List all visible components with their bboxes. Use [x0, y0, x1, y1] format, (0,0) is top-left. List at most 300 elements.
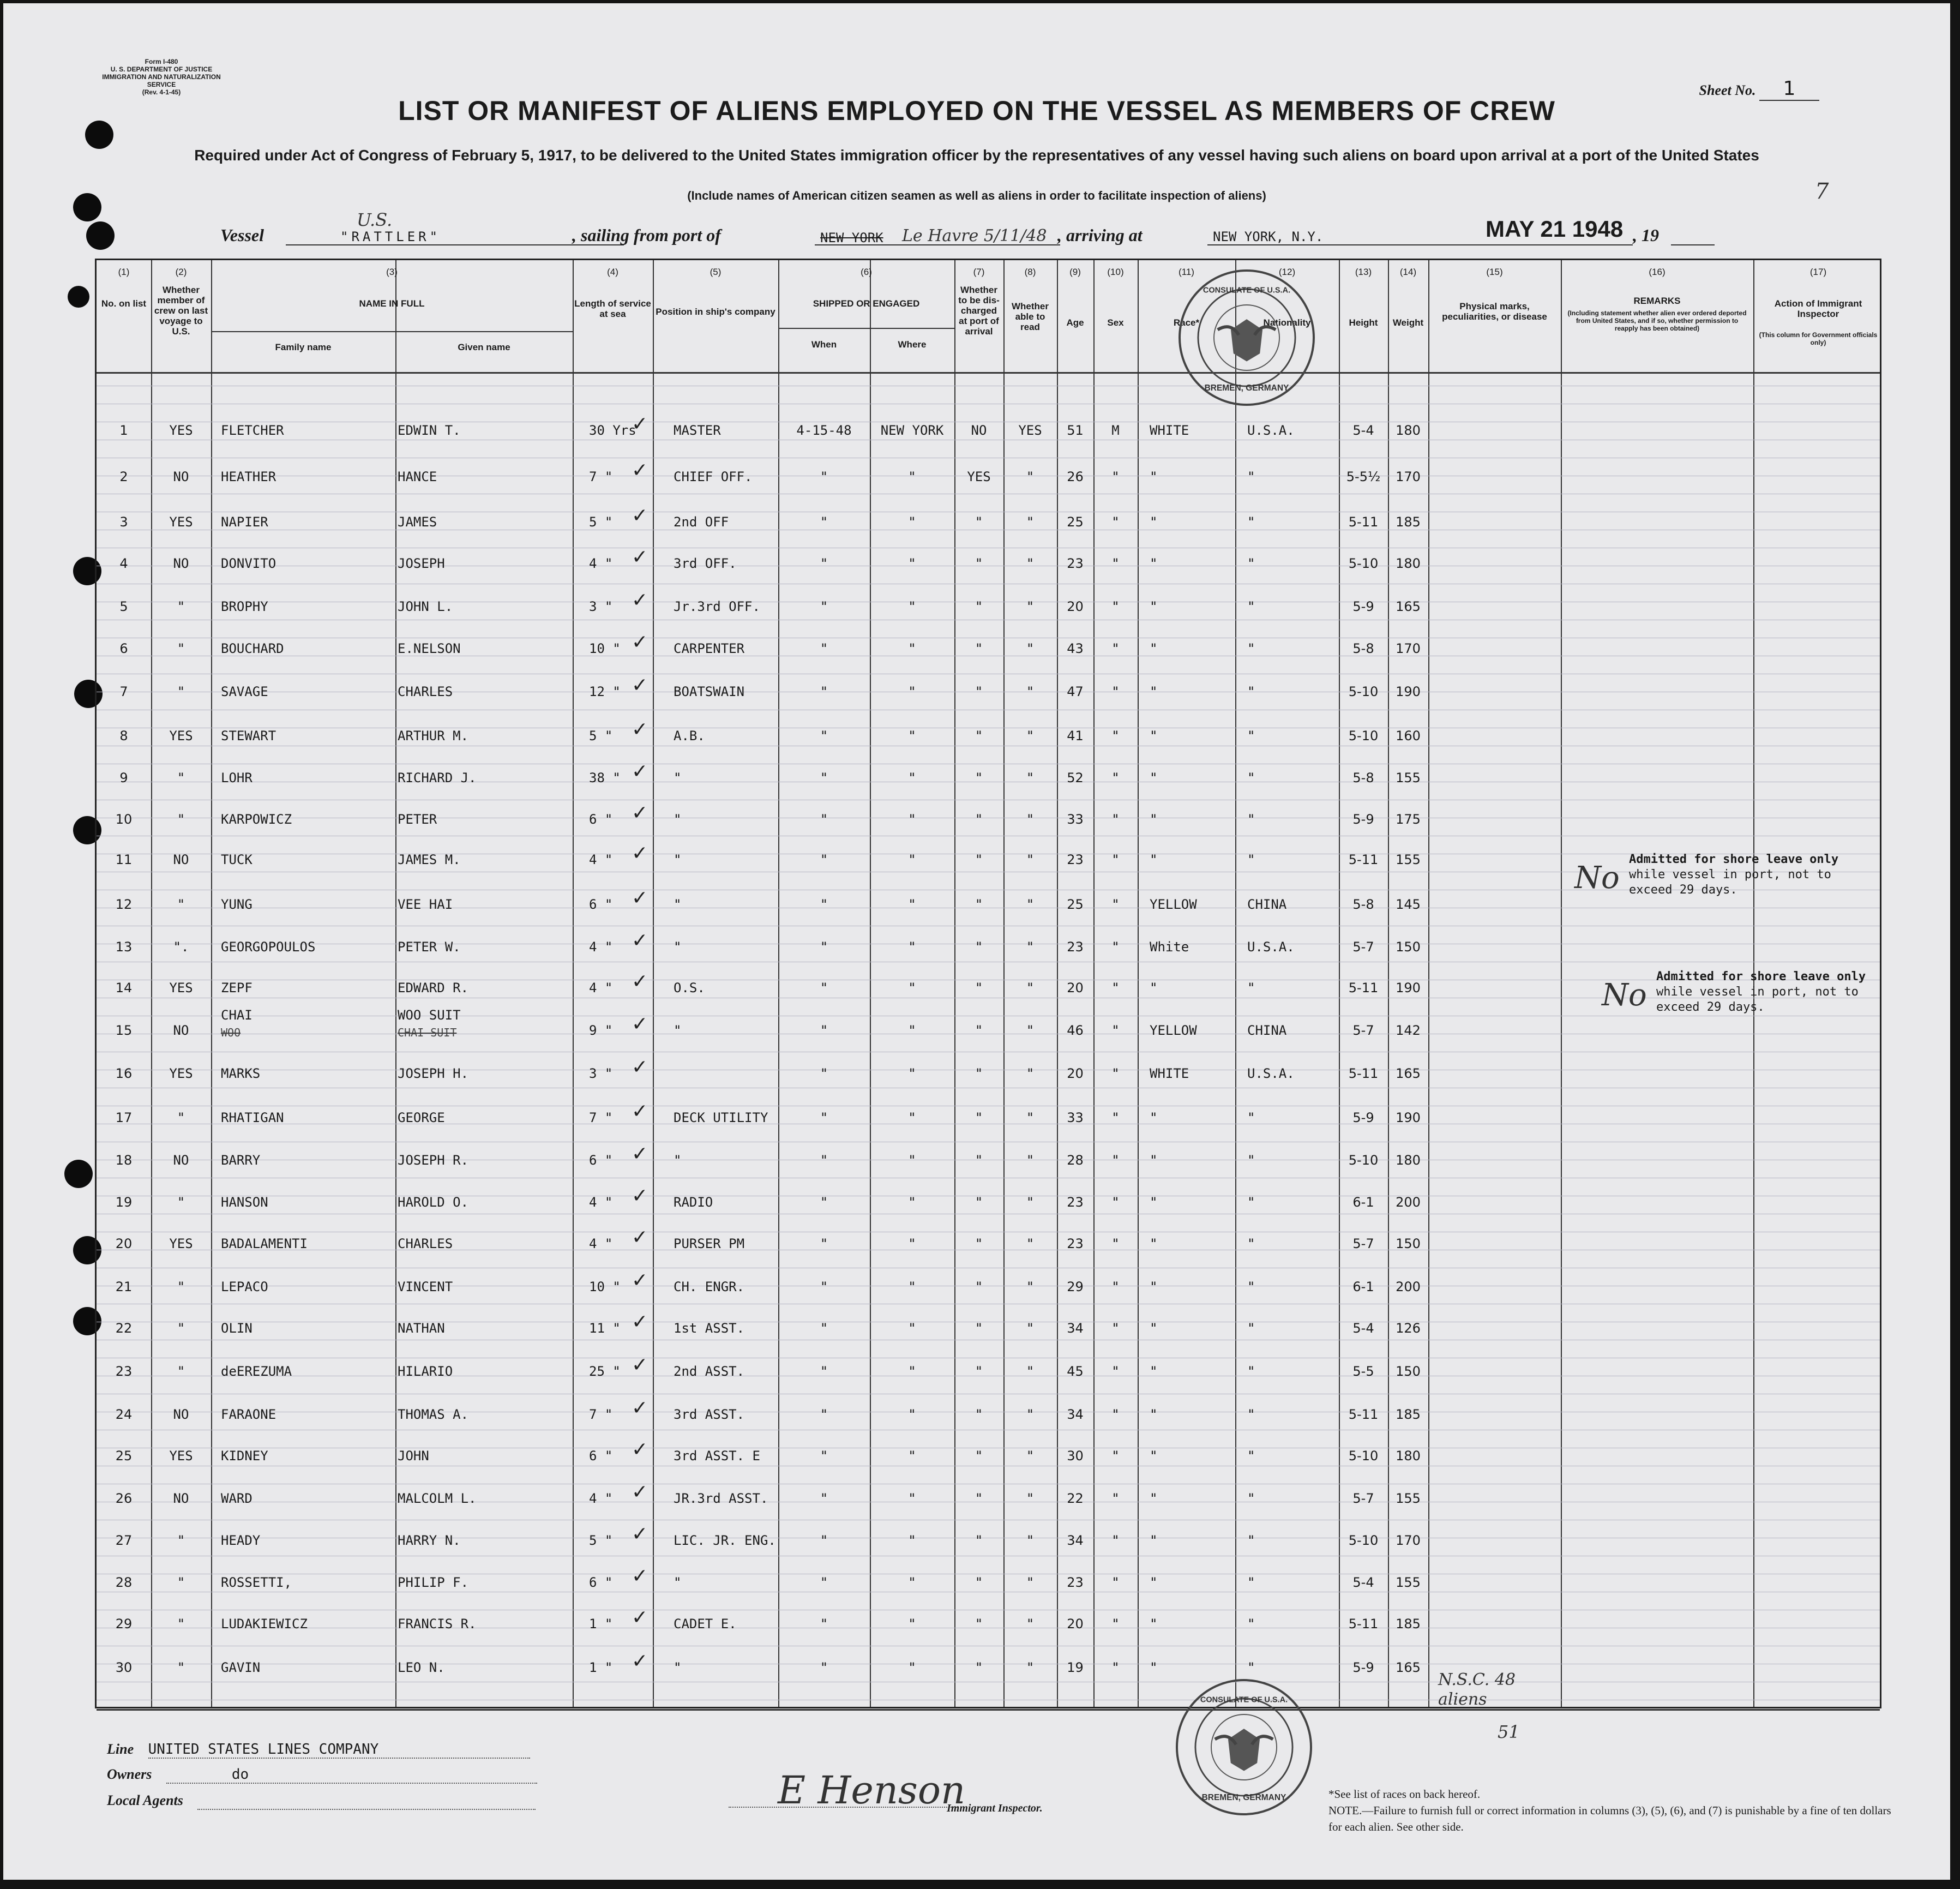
cell-given-name: JOSEPH — [398, 556, 445, 571]
cell-shipped-where: " — [908, 812, 916, 827]
cell-last-voyage: NO — [173, 469, 189, 484]
cell-service-length: 9 " — [589, 1023, 613, 1038]
cell-shipped-where: " — [908, 1491, 916, 1506]
cell-family-name: BARRY — [221, 1153, 261, 1168]
cell-last-voyage: YES — [169, 1236, 193, 1251]
cell-sex: " — [1111, 1110, 1120, 1125]
sailing-port-struck: NEW YORK — [820, 230, 883, 245]
cell-able-to-read: " — [1026, 980, 1035, 996]
cell-able-to-read: " — [1026, 1575, 1035, 1590]
line-label: Line — [107, 1741, 134, 1757]
column-divider — [1235, 260, 1236, 1707]
column-header-c6: SHIPPED OR ENGAGED — [813, 298, 920, 309]
check-mark-icon: ✓ — [632, 459, 648, 482]
cell-shipped-when: " — [820, 897, 828, 912]
subheader-rule — [778, 328, 954, 329]
cell-discharged: " — [975, 684, 983, 699]
cell-race: " — [1150, 1533, 1158, 1548]
cell-nationality: " — [1247, 1407, 1255, 1422]
cell-age: 23 — [1067, 556, 1084, 571]
cell-family-name: WARD — [221, 1491, 252, 1506]
cell-shipped-when: " — [820, 1321, 828, 1336]
column-number-c3: (3) — [386, 267, 398, 277]
column-number-c12: (12) — [1278, 267, 1296, 277]
cell-given-name: JOHN — [398, 1448, 429, 1464]
cell-family-name: ROSSETTI, — [221, 1575, 292, 1590]
check-mark-icon: ✓ — [632, 1100, 648, 1123]
cell-shipped-when: " — [820, 1110, 828, 1125]
cell-weight: 190 — [1396, 1110, 1421, 1125]
cell-weight: 142 — [1396, 1023, 1421, 1038]
cell-discharged: " — [975, 1533, 983, 1548]
cell-weight: 190 — [1396, 684, 1421, 699]
cell-nationality: " — [1247, 1110, 1255, 1125]
cell-position: BOATSWAIN — [674, 684, 745, 699]
cell-row-number: 2 — [119, 469, 128, 484]
cell-shipped-when: " — [820, 641, 828, 656]
cell-shipped-where: " — [908, 1321, 916, 1336]
cell-family-name: TUCK — [221, 852, 252, 867]
cell-discharged: " — [975, 1066, 983, 1081]
cell-family-name: BOUCHARD — [221, 641, 284, 656]
cell-height: 5-8 — [1352, 641, 1374, 656]
cell-nationality: " — [1247, 1491, 1255, 1506]
cell-discharged: " — [975, 980, 983, 996]
cell-able-to-read: " — [1026, 897, 1035, 912]
cell-row-number: 17 — [115, 1110, 133, 1125]
column-header-c17: Action of Immigrant Inspector — [1774, 298, 1862, 319]
cell-race: " — [1150, 852, 1158, 867]
cell-shipped-when: " — [820, 1448, 828, 1464]
cell-given-name: HANCE — [398, 469, 437, 484]
cell-service-length: 4 " — [589, 980, 613, 996]
cell-family-name: OLIN — [221, 1321, 252, 1336]
column-number-c13: (13) — [1355, 267, 1372, 277]
sheet-number-label: Sheet No. — [1699, 82, 1756, 98]
cell-position: CADET E. — [674, 1616, 737, 1632]
cell-last-voyage: YES — [169, 423, 193, 438]
cell-row-number: 11 — [115, 852, 133, 867]
cell-sex: " — [1111, 1364, 1120, 1379]
cell-row-number: 6 — [119, 641, 128, 656]
cell-sex: " — [1111, 1066, 1120, 1081]
cell-service-length: 6 " — [589, 1448, 613, 1464]
cell-last-voyage: " — [177, 1616, 185, 1632]
column-header-shipped-when: When — [811, 339, 837, 350]
punch-hole — [64, 1160, 93, 1188]
cell-height: 5-5½ — [1346, 469, 1381, 484]
cell-shipped-when: " — [820, 939, 828, 955]
cell-able-to-read: " — [1026, 641, 1035, 656]
sheet-number-value: 1 — [1759, 77, 1819, 101]
cell-height: 5-10 — [1348, 728, 1379, 743]
cell-age: 23 — [1067, 852, 1084, 867]
cell-able-to-read: " — [1026, 514, 1035, 530]
cell-row-number: 18 — [115, 1153, 133, 1168]
svg-text:BREMEN, GERMANY: BREMEN, GERMANY — [1201, 1792, 1286, 1802]
cell-weight: 150 — [1396, 939, 1421, 955]
cell-weight: 165 — [1396, 1660, 1421, 1675]
cell-height: 5-5 — [1352, 1364, 1374, 1379]
cell-weight: 155 — [1396, 1575, 1421, 1590]
cell-family-name: YUNG — [221, 897, 252, 912]
cell-shipped-when: " — [820, 1616, 828, 1632]
cell-nationality: " — [1247, 1575, 1255, 1590]
cell-height: 5-9 — [1352, 812, 1374, 827]
cell-row-number: 13 — [115, 939, 133, 955]
cell-service-length: 6 " — [589, 1575, 613, 1590]
cell-nationality: " — [1247, 1660, 1255, 1675]
cell-shipped-when: " — [820, 1533, 828, 1548]
cell-height: 5-11 — [1348, 514, 1379, 530]
cell-shipped-where: " — [908, 1660, 916, 1675]
cell-height: 5-11 — [1348, 1407, 1379, 1422]
cell-service-length: 6 " — [589, 897, 613, 912]
column-divider — [1428, 260, 1429, 1707]
line-value: UNITED STATES LINES COMPANY — [148, 1741, 530, 1759]
page-title: LIST OR MANIFEST OF ALIENS EMPLOYED ON THE VESSEL AS MEMBERS OF CREW — [398, 95, 1555, 126]
cell-shipped-when: " — [820, 1195, 828, 1210]
cell-position: " — [674, 1153, 682, 1168]
cell-last-voyage: " — [177, 1195, 185, 1210]
cell-height: 5-4 — [1352, 423, 1374, 438]
column-divider — [1138, 260, 1139, 1707]
form-revision: (Rev. 4-1-45) — [142, 88, 181, 96]
punch-hole — [68, 286, 89, 308]
cell-race: " — [1150, 1236, 1158, 1251]
cell-service-length: 7 " — [589, 469, 613, 484]
cell-age: 46 — [1067, 1023, 1084, 1038]
cell-service-length: 5 " — [589, 728, 613, 743]
column-header-family-name: Family name — [275, 342, 332, 352]
races-note: *See list of races on back hereof. — [1328, 1788, 1481, 1801]
cell-shipped-where: " — [908, 684, 916, 699]
cell-race: " — [1150, 514, 1158, 530]
cell-row-number: 25 — [115, 1448, 133, 1464]
cell-height: 5-9 — [1352, 1660, 1374, 1675]
cell-sex: " — [1111, 469, 1120, 484]
cell-able-to-read: " — [1026, 1236, 1035, 1251]
check-mark-icon: ✓ — [632, 718, 648, 741]
cell-discharged: YES — [967, 469, 991, 484]
cell-position: 2nd OFF — [674, 514, 729, 530]
struck-name: CHAI SUIT — [398, 1026, 457, 1039]
check-mark-icon: ✓ — [632, 929, 648, 952]
cell-able-to-read: " — [1026, 1407, 1035, 1422]
cell-race: YELLOW — [1150, 897, 1197, 912]
cell-sex: " — [1111, 980, 1120, 996]
cell-nationality: " — [1247, 556, 1255, 571]
cell-shipped-where: " — [908, 1236, 916, 1251]
cell-shipped-where: " — [908, 728, 916, 743]
signature-line — [729, 1807, 958, 1808]
cell-race: " — [1150, 599, 1158, 614]
cell-able-to-read: " — [1026, 1153, 1035, 1168]
cell-race: White — [1150, 939, 1189, 955]
column-divider — [1561, 260, 1562, 1707]
column-number-c7: (7) — [973, 267, 985, 277]
cell-race: " — [1150, 1321, 1158, 1336]
cell-age: 34 — [1067, 1407, 1084, 1422]
cell-position: " — [674, 897, 682, 912]
cell-able-to-read: " — [1026, 1364, 1035, 1379]
arriving-port: NEW YORK, N.Y. — [1207, 229, 1633, 245]
check-mark-icon: ✓ — [632, 887, 648, 909]
cell-age: 47 — [1067, 684, 1084, 699]
header-separator — [97, 372, 1880, 374]
cell-age: 41 — [1067, 728, 1084, 743]
cell-family-name: FARAONE — [221, 1407, 276, 1422]
check-mark-icon: ✓ — [632, 1354, 648, 1376]
subheader-rule — [211, 331, 573, 332]
cell-row-number: 4 — [119, 556, 128, 571]
column-header-c11: Race* — [1173, 317, 1200, 328]
cell-row-number: 29 — [115, 1616, 133, 1632]
check-mark-icon: ✓ — [632, 1056, 648, 1078]
remark-shore-leave — [1629, 852, 1838, 898]
cell-last-voyage: " — [177, 1660, 185, 1675]
cell-weight: 165 — [1396, 599, 1421, 614]
year-underline — [1671, 243, 1715, 245]
manifest-sheet — [3, 3, 1950, 1880]
cell-last-voyage: YES — [169, 980, 193, 996]
check-mark-icon: ✓ — [632, 1311, 648, 1333]
cell-weight: 170 — [1396, 469, 1421, 484]
cell-race: " — [1150, 1153, 1158, 1168]
cell-age: 20 — [1067, 980, 1084, 996]
cell-weight: 180 — [1396, 423, 1421, 438]
cell-age: 23 — [1067, 1575, 1084, 1590]
cell-family-name: BROPHY — [221, 599, 268, 614]
cell-last-voyage: " — [177, 1110, 185, 1125]
cell-discharged: " — [975, 1321, 983, 1336]
cell-last-voyage: YES — [169, 728, 193, 743]
cell-race: " — [1150, 728, 1158, 743]
cell-age: 29 — [1067, 1279, 1084, 1294]
cell-nationality: CHINA — [1247, 897, 1287, 912]
check-mark-icon: ✓ — [632, 674, 648, 697]
cell-row-number: 5 — [119, 599, 128, 614]
cell-position: MASTER — [674, 423, 721, 438]
footer-separator — [97, 1709, 1880, 1711]
cell-service-length: 4 " — [589, 939, 613, 955]
cell-able-to-read: " — [1026, 1110, 1035, 1125]
cell-given-name: MALCOLM L. — [398, 1491, 477, 1506]
column-header-given-name: Given name — [458, 342, 510, 352]
cell-row-number: 21 — [115, 1279, 133, 1294]
cell-position: " — [674, 1023, 682, 1038]
margin-note — [1438, 1670, 1516, 1710]
cell-weight: 185 — [1396, 514, 1421, 530]
cell-height: 5-7 — [1352, 1491, 1374, 1506]
cell-row-number: 7 — [119, 684, 128, 699]
cell-age: 22 — [1067, 1491, 1084, 1506]
cell-last-voyage: " — [177, 1321, 185, 1336]
cell-age: 25 — [1067, 897, 1084, 912]
cell-last-voyage: " — [177, 897, 185, 912]
cell-given-name: PHILIP F. — [398, 1575, 469, 1590]
cell-able-to-read: " — [1026, 1195, 1035, 1210]
footer-agents — [107, 1792, 536, 1810]
cell-discharged: " — [975, 1153, 983, 1168]
cell-shipped-where: " — [908, 599, 916, 614]
cell-given-name: THOMAS A. — [398, 1407, 469, 1422]
cell-row-number: 1 — [119, 423, 128, 438]
cell-row-number: 22 — [115, 1321, 133, 1336]
cell-height: 5-8 — [1352, 897, 1374, 912]
cell-height: 5-8 — [1352, 770, 1374, 785]
column-number-c11: (11) — [1179, 267, 1194, 277]
cell-sex: " — [1111, 1236, 1120, 1251]
check-mark-icon: ✓ — [632, 1523, 648, 1545]
column-header-c14: Weight — [1392, 317, 1424, 328]
cell-service-length: 5 " — [589, 514, 613, 530]
remark-handwritten-no: No — [1602, 978, 1647, 1013]
cell-family-name: HEADY — [221, 1533, 261, 1548]
cell-family-name: deEREZUMA — [221, 1364, 292, 1379]
cell-shipped-when: " — [820, 599, 828, 614]
cell-able-to-read: " — [1026, 770, 1035, 785]
cell-service-length: 4 " — [589, 1236, 613, 1251]
cell-height: 6-1 — [1352, 1195, 1374, 1210]
column-header-c16: REMARKS — [1633, 296, 1681, 306]
cell-family-name: RHATIGAN — [221, 1110, 284, 1125]
cell-age: 20 — [1067, 599, 1084, 614]
cell-able-to-read: " — [1026, 599, 1035, 614]
cell-race: " — [1150, 770, 1158, 785]
corner-mark: 7 — [1815, 179, 1829, 204]
sailing-port-handwritten: Le Havre 5/11/48 — [902, 226, 1047, 245]
column-number-c16: (16) — [1649, 267, 1666, 277]
cell-discharged: " — [975, 1407, 983, 1422]
cell-family-name: LEPACO — [221, 1279, 268, 1294]
cell-given-name: GEORGE — [398, 1110, 445, 1125]
column-number-c15: (15) — [1486, 267, 1503, 277]
cell-height: 5-11 — [1348, 1066, 1379, 1081]
cell-given-name: CHARLES — [398, 684, 453, 699]
cell-family-name: DONVITO — [221, 556, 276, 571]
cell-age: 34 — [1067, 1533, 1084, 1548]
cell-given-name: EDWARD R. — [398, 980, 469, 996]
cell-family-name: SAVAGE — [221, 684, 268, 699]
cell-nationality: " — [1247, 599, 1255, 614]
cell-nationality: " — [1247, 1236, 1255, 1251]
cell-sex: " — [1111, 1153, 1120, 1168]
cell-weight: 200 — [1396, 1195, 1421, 1210]
cell-shipped-when: " — [820, 728, 828, 743]
cell-able-to-read: " — [1026, 1321, 1035, 1336]
cell-nationality: " — [1247, 1533, 1255, 1548]
cell-service-length: 4 " — [589, 556, 613, 571]
column-header-c1: No. on list — [101, 298, 147, 309]
cell-row-number: 28 — [115, 1575, 133, 1590]
sailing-port-underline — [815, 243, 1060, 245]
cell-weight: 170 — [1396, 641, 1421, 656]
cell-nationality: CHINA — [1247, 1023, 1287, 1038]
cell-position: " — [674, 1575, 682, 1590]
cell-age: 23 — [1067, 1236, 1084, 1251]
margin-note-count: 51 — [1498, 1722, 1520, 1742]
cell-discharged: " — [975, 1110, 983, 1125]
cell-able-to-read: " — [1026, 1616, 1035, 1632]
column-header-shipped-where: Where — [898, 339, 927, 350]
cell-age: 34 — [1067, 1321, 1084, 1336]
cell-discharged: " — [975, 1660, 983, 1675]
column-number-c17: (17) — [1809, 267, 1827, 277]
cell-race: YELLOW — [1150, 1023, 1197, 1038]
cell-nationality: " — [1247, 1279, 1255, 1294]
cell-family-name: LUDAKIEWICZ — [221, 1616, 308, 1632]
cell-discharged: " — [975, 1575, 983, 1590]
cell-family-name: HANSON — [221, 1195, 268, 1210]
cell-sex: " — [1111, 939, 1120, 955]
vessel-prefix: U.S. — [357, 209, 393, 230]
cell-row-number: 14 — [115, 980, 133, 996]
cell-discharged: " — [975, 770, 983, 785]
cell-height: 5-10 — [1348, 684, 1379, 699]
footer-line — [107, 1741, 530, 1759]
cell-discharged: " — [975, 897, 983, 912]
column-header-c2: Whether member of crew on last voyage to U.S. — [154, 285, 208, 337]
cell-sex: M — [1111, 423, 1120, 438]
cell-height: 5-10 — [1348, 1448, 1379, 1464]
column-number-c1: (1) — [118, 267, 130, 277]
cell-weight: 175 — [1396, 812, 1421, 827]
form-identifier — [101, 58, 221, 96]
cell-age: 45 — [1067, 1364, 1084, 1379]
cell-family-name: BADALAMENTI — [221, 1236, 308, 1251]
cell-sex: " — [1111, 1491, 1120, 1506]
vessel-label: Vessel — [220, 225, 264, 245]
column-number-c5: (5) — [710, 267, 722, 277]
cell-race: " — [1150, 469, 1158, 484]
column-divider — [395, 260, 396, 1707]
check-mark-icon: ✓ — [632, 631, 648, 653]
cell-given-name: NATHAN — [398, 1321, 445, 1336]
column-header-c13: Height — [1349, 317, 1378, 328]
cell-race: " — [1150, 1110, 1158, 1125]
cell-race: " — [1150, 1364, 1158, 1379]
remark-text: exceed 29 days. — [1656, 1000, 1765, 1014]
consulate-seal-icon — [1181, 272, 1313, 404]
cell-age: 25 — [1067, 514, 1084, 530]
cell-weight: 180 — [1396, 1448, 1421, 1464]
cell-last-voyage: " — [177, 812, 185, 827]
cell-weight: 200 — [1396, 1279, 1421, 1294]
cell-discharged: " — [975, 556, 983, 571]
consulate-seal — [1179, 269, 1315, 406]
cell-nationality: U.S.A. — [1247, 939, 1295, 955]
cell-able-to-read: " — [1026, 1279, 1035, 1294]
cell-race: " — [1150, 684, 1158, 699]
cell-height: 5-11 — [1348, 980, 1379, 996]
cell-shipped-where: " — [908, 641, 916, 656]
cell-last-voyage: " — [177, 641, 185, 656]
cell-row-number: 12 — [115, 897, 133, 912]
cell-given-name: CHARLES — [398, 1236, 453, 1251]
cell-discharged: " — [975, 852, 983, 867]
cell-service-length: 4 " — [589, 1195, 613, 1210]
cell-discharged: " — [975, 1448, 983, 1464]
cell-row-number: 15 — [115, 1023, 133, 1038]
cell-last-voyage: " — [177, 684, 185, 699]
cell-age: 33 — [1067, 812, 1084, 827]
cell-race: " — [1150, 1195, 1158, 1210]
arriving-label: , arriving at — [1057, 225, 1143, 245]
cell-age: 20 — [1067, 1616, 1084, 1632]
cell-able-to-read: " — [1026, 852, 1035, 867]
cell-position: " — [674, 812, 682, 827]
